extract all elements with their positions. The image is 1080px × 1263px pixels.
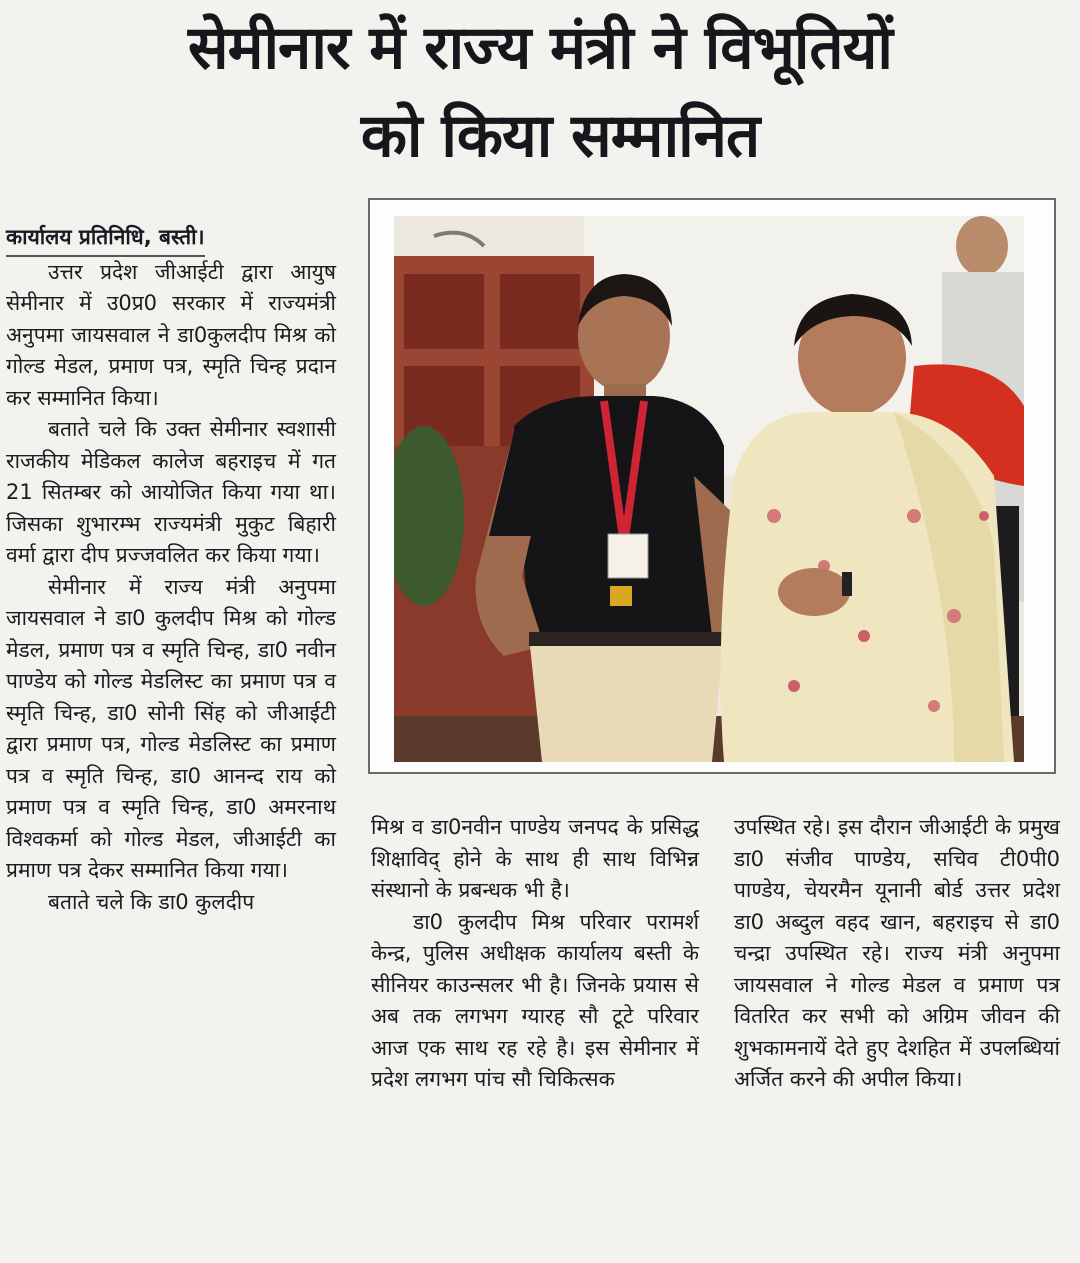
article-column-middle <box>371 812 699 1096</box>
news-photo-frame <box>368 198 1056 774</box>
headline-line-1: सेमीनार में राज्य मंत्री ने विभूतियों <box>188 13 892 83</box>
article-column-right <box>734 812 1060 1096</box>
byline: कार्यालय प्रतिनिधि, बस्ती। <box>6 222 205 257</box>
paragraph: सेमीनार में राज्य मंत्री अनुपमा जायसवाल ने डा0 कुलदीप मिश्र को गोल्ड मेडल, प्रमाण पत्र व स्मृति चिन्ह, डा0 नवीन पाण्डेय को गोल्ड मेडलिस्ट का प्रमाण पत्र व स्मृति चिन्ह, डा0 सोनी सिंह को जीआईटी द्वारा प्रमाण पत्र, गोल्ड मेडलिस्ट का प्रमाण पत्र व स्मृति चिन्ह, डा0 आनन्द राय को प्रमाण पत्र व स्मृति चिन्ह, डा0 अमरनाथ विश्वकर्मा को गोल्ड मेडल, जीआईटी का प्रमाण पत्र देकर सम्मानित किया गया। <box>6 574 336 882</box>
paragraph: बताते चले कि डा0 कुलदीप <box>48 889 255 914</box>
article-column-left <box>6 222 336 918</box>
paragraph: मिश्र व डा0नवीन पाण्डेय जनपद के प्रसिद्ध शिक्षाविद् होने के साथ ही साथ विभिन्न संस्थानो के प्रबन्धक भी है। <box>371 815 699 902</box>
paragraph: डा0 कुलदीप मिश्र परिवार परामर्श केन्द्र, पुलिस अधीक्षक कार्यालय बस्ती के सीनियर काउन्सलर भी है। जिनके प्रयास से अब तक लगभग ग्यारह सौ टूटे परिवार आज एक साथ रह रहे है। इस सेमीनार में प्रदेश लगभग पांच सौ चिकित्सक <box>371 909 699 1091</box>
headline <box>0 4 1080 180</box>
photograph-icon <box>394 216 1024 762</box>
paragraph: बताते चले कि उक्त सेमीनार स्वशासी राजकीय मेडिकल कालेज बहराइच में गत 21 सितम्बर को आयोजित किया गया था। जिसका शुभारम्भ राज्यमंत्री मुकुट बिहारी वर्मा द्वारा दीप प्रज्जवलित कर किया गया। <box>6 417 336 567</box>
paragraph: उपस्थित रहे। इस दौरान जीआईटी के प्रमुख डा0 संजीव पाण्डेय, सचिव टी0पी0 पाण्डेय, चेयरमैन यूनानी बोर्ड उत्तर प्रदेश डा0 अब्दुल वहद खान, बहराइच से डा0 चन्द्रा उपस्थित रहे। राज्य मंत्री अनुपमा जायसवाल ने गोल्ड मेडल व प्रमाण पत्र वितरित कर सभी को अग्रिम जीवन की शुभकामनायें देते हुए देशहित में उपलब्धियां अर्जित करने की अपील किया। <box>734 815 1060 1091</box>
man-trousers <box>529 636 724 762</box>
news-photo <box>394 216 1024 762</box>
headline-line-2: को किया सम्मानित <box>360 101 760 171</box>
paragraph: उत्तर प्रदेश जीआईटी द्वारा आयुष सेमीनार में उ0प्र0 सरकार में राज्यमंत्री अनुपमा जायसवाल ने डा0कुलदीप मिश्र को गोल्ड मेडल, प्रमाण पत्र, स्मृति चिन्ह प्रदान कर सम्मानित किया। <box>6 259 336 410</box>
